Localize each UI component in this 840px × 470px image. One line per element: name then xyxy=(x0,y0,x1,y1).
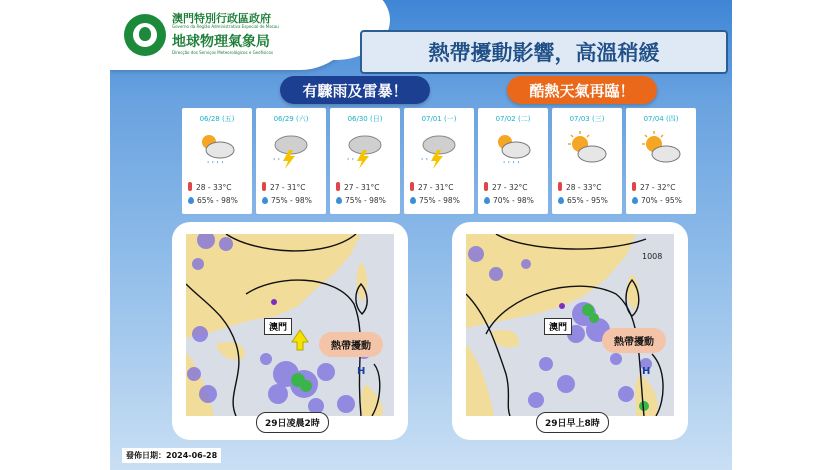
temperature-range: 27 - 32°C xyxy=(492,183,528,192)
thunderstorm-icon xyxy=(269,130,313,170)
macau-label: 澳門 xyxy=(264,318,292,335)
slide-title: 熱帶擾動影響，高溫稍緩 xyxy=(360,30,728,74)
tropical-disturbance-label: 熱帶擾動 xyxy=(319,332,383,357)
thermometer-icon xyxy=(632,182,636,191)
forecast-date: 06/29 (六) xyxy=(273,115,309,123)
high-pressure-label: H xyxy=(357,366,366,377)
humidity-range: 75% - 98% xyxy=(271,196,312,205)
humidity-icon xyxy=(558,197,564,204)
thunderstorm-icon xyxy=(343,130,387,170)
temperature-range: 28 - 33°C xyxy=(566,183,602,192)
humidity-range: 65% - 98% xyxy=(197,196,238,205)
agency-name-government-pt: Governo da Região Administrativa Especial de Macau xyxy=(172,24,279,29)
thermometer-icon xyxy=(336,182,340,191)
thunderstorm-icon xyxy=(417,130,461,170)
agency-name-bureau-pt: Direcção dos Serviços Meteorológicos e Geofísicos xyxy=(172,50,274,55)
map-time-caption: 29日早上8時 xyxy=(536,412,609,433)
humidity-icon xyxy=(410,197,416,204)
forecast-card xyxy=(552,108,622,214)
partly-cloudy-rain-icon xyxy=(195,130,239,170)
humidity-icon xyxy=(484,197,490,204)
thermometer-icon xyxy=(558,182,562,191)
thermometer-icon xyxy=(484,182,488,191)
forecast-card xyxy=(626,108,696,214)
humidity-range: 75% - 98% xyxy=(345,196,386,205)
smg-emblem-icon xyxy=(124,14,166,56)
svg-text:' ': ' ' xyxy=(347,157,354,166)
temperature-range: 28 - 33°C xyxy=(196,183,232,192)
svg-text:' ' ' ': ' ' ' ' xyxy=(207,160,224,169)
forecast-date: 07/01 (一) xyxy=(421,115,457,123)
humidity-range: 70% - 98% xyxy=(493,196,534,205)
high-pressure-label: H xyxy=(642,366,651,377)
thermometer-icon xyxy=(188,182,192,191)
forecast-card xyxy=(256,108,326,214)
forecast-date: 07/04 (四) xyxy=(643,115,679,123)
humidity-icon xyxy=(262,197,268,204)
banner-showers: 有驟雨及雷暴！ xyxy=(280,76,430,104)
forecast-date: 07/02 (二) xyxy=(495,115,531,123)
issue-date: 發佈日期：2024-06-28 xyxy=(122,448,221,463)
temperature-range: 27 - 31°C xyxy=(418,183,454,192)
humidity-range: 75% - 98% xyxy=(419,196,460,205)
partly-cloudy-icon xyxy=(565,130,609,170)
partly-cloudy-rain-icon xyxy=(491,130,535,170)
temperature-range: 27 - 32°C xyxy=(640,183,676,192)
weather-slide xyxy=(110,0,732,470)
tropical-disturbance-label: 熱帶擾動 xyxy=(602,328,666,353)
temperature-range: 27 - 31°C xyxy=(270,183,306,192)
thermometer-icon xyxy=(262,182,266,191)
svg-text:' ': ' ' xyxy=(273,157,280,166)
weather-map-0200 xyxy=(172,222,408,440)
svg-text:' ' ' ': ' ' ' ' xyxy=(503,160,520,169)
forecast-date: 07/03 (三) xyxy=(569,115,605,123)
humidity-icon xyxy=(188,197,194,204)
agency-name-government: 澳門特別行政區政府 xyxy=(172,12,271,25)
humidity-range: 65% - 95% xyxy=(567,196,608,205)
thermometer-icon xyxy=(410,182,414,191)
partly-cloudy-icon xyxy=(639,130,683,170)
svg-text:' ': ' ' xyxy=(421,157,428,166)
humidity-range: 70% - 95% xyxy=(641,196,682,205)
forecast-date: 06/28 (五) xyxy=(199,115,235,123)
humidity-icon xyxy=(336,197,342,204)
agency-name-bureau: 地球物理氣象局 xyxy=(172,34,270,50)
temperature-range: 27 - 31°C xyxy=(344,183,380,192)
forecast-date: 06/30 (日) xyxy=(347,115,383,123)
humidity-icon xyxy=(632,197,638,204)
banner-hot-weather: 酷熱天氣再臨！ xyxy=(507,76,657,104)
map-time-caption: 29日凌晨2時 xyxy=(256,412,329,433)
forecast-card xyxy=(478,108,548,214)
forecast-card xyxy=(182,108,252,214)
forecast-card xyxy=(330,108,400,214)
forecast-card xyxy=(404,108,474,214)
weather-map-0800 xyxy=(452,222,688,440)
isobar-value: 1008 xyxy=(642,252,663,261)
macau-label: 澳門 xyxy=(544,318,572,335)
